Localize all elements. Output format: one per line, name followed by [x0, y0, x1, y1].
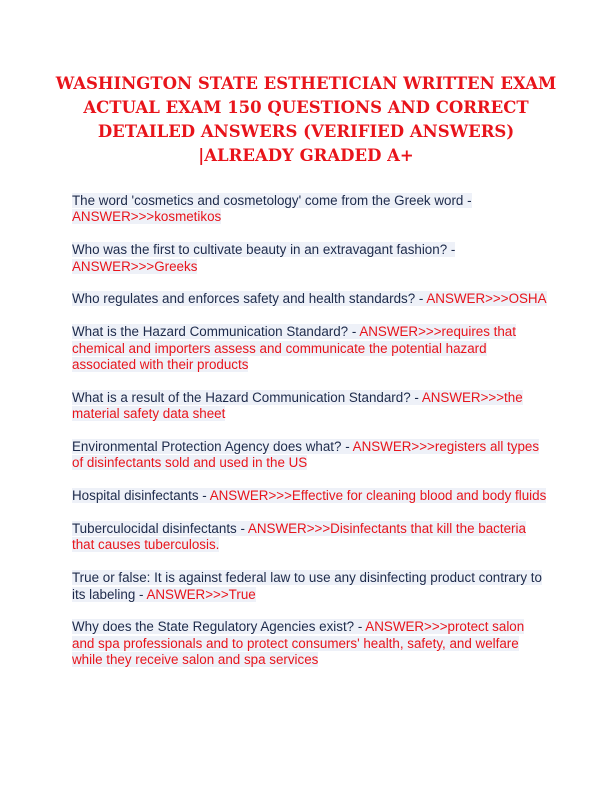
qa-item — [72, 242, 548, 275]
separator: - — [463, 193, 472, 208]
separator: - — [236, 521, 248, 537]
question-text: Environmental Protection Agency does what? — [72, 439, 342, 455]
answer-text: ANSWER>>>protect salon and spa professionals and to protect consumers' health, safety, and welfare while they receive salon and spa services — [72, 619, 525, 668]
qa-item — [72, 324, 548, 373]
qa-item — [72, 193, 548, 226]
question-text: What is a result of the Hazard Communication Standard? — [72, 389, 411, 405]
answer-text: ANSWER>>>kosmetikos — [72, 209, 222, 225]
title-line: WASHINGTON STATE ESTHETICIAN WRITTEN EXAM — [55, 74, 557, 93]
qa-item — [72, 619, 548, 668]
qa-item — [72, 291, 548, 307]
separator: - — [415, 291, 427, 307]
separator: - — [135, 586, 147, 602]
question-text: Hospital disinfectants — [72, 488, 199, 504]
qa-item — [72, 570, 548, 603]
separator: - — [341, 439, 353, 455]
separator: - — [447, 242, 456, 258]
separator: - — [348, 324, 360, 340]
answer-text: ANSWER>>>the material safety data sheet — [72, 389, 523, 422]
answer-text: ANSWER>>>OSHA — [426, 291, 547, 307]
answer-text: ANSWER>>>Disinfectants that kill the bacteria that causes tuberculosis. — [72, 521, 526, 553]
question-text: Who regulates and enforces safety and health standards? — [72, 291, 416, 307]
question-text: What is the Hazard Communication Standard? — [72, 324, 349, 340]
separator: - — [410, 389, 422, 405]
qa-item — [72, 488, 548, 504]
question-text: Who was the first to cultivate beauty in an extravagant fashion? — [72, 242, 448, 258]
answer-text: ANSWER>>>True — [146, 586, 256, 602]
qa-item — [72, 439, 548, 472]
answer-text: ANSWER>>>registers all types of disinfectants sold and used in the US — [72, 439, 540, 471]
document-title — [40, 72, 572, 168]
question-text: The word 'cosmetics and cosmetology' come from the Greek word — [72, 193, 464, 208]
title-line: |ALREADY GRADED A+ — [198, 146, 414, 165]
answer-text: ANSWER>>>Effective for cleaning blood and body fluids — [209, 488, 547, 504]
title-line: DETAILED ANSWERS (VERIFIED ANSWERS) — [97, 122, 515, 141]
qa-item — [72, 521, 548, 554]
question-text: Tuberculocidal disinfectants — [72, 521, 237, 537]
qa-item — [72, 390, 548, 423]
question-text: True or false: It is against federal law to use any disinfecting product contrary to its labeling — [72, 570, 542, 602]
separator: - — [198, 488, 210, 504]
answer-text: ANSWER>>>Greeks — [72, 258, 198, 274]
title-line: ACTUAL EXAM 150 QUESTIONS AND CORRECT — [83, 98, 529, 117]
question-answer-list — [72, 193, 548, 685]
separator: - — [354, 619, 366, 635]
answer-text: ANSWER>>>requires that chemical and importers assess and communicate the potential hazard associated with their products — [72, 324, 516, 373]
question-text: Why does the State Regulatory Agencies exist? — [72, 619, 355, 635]
